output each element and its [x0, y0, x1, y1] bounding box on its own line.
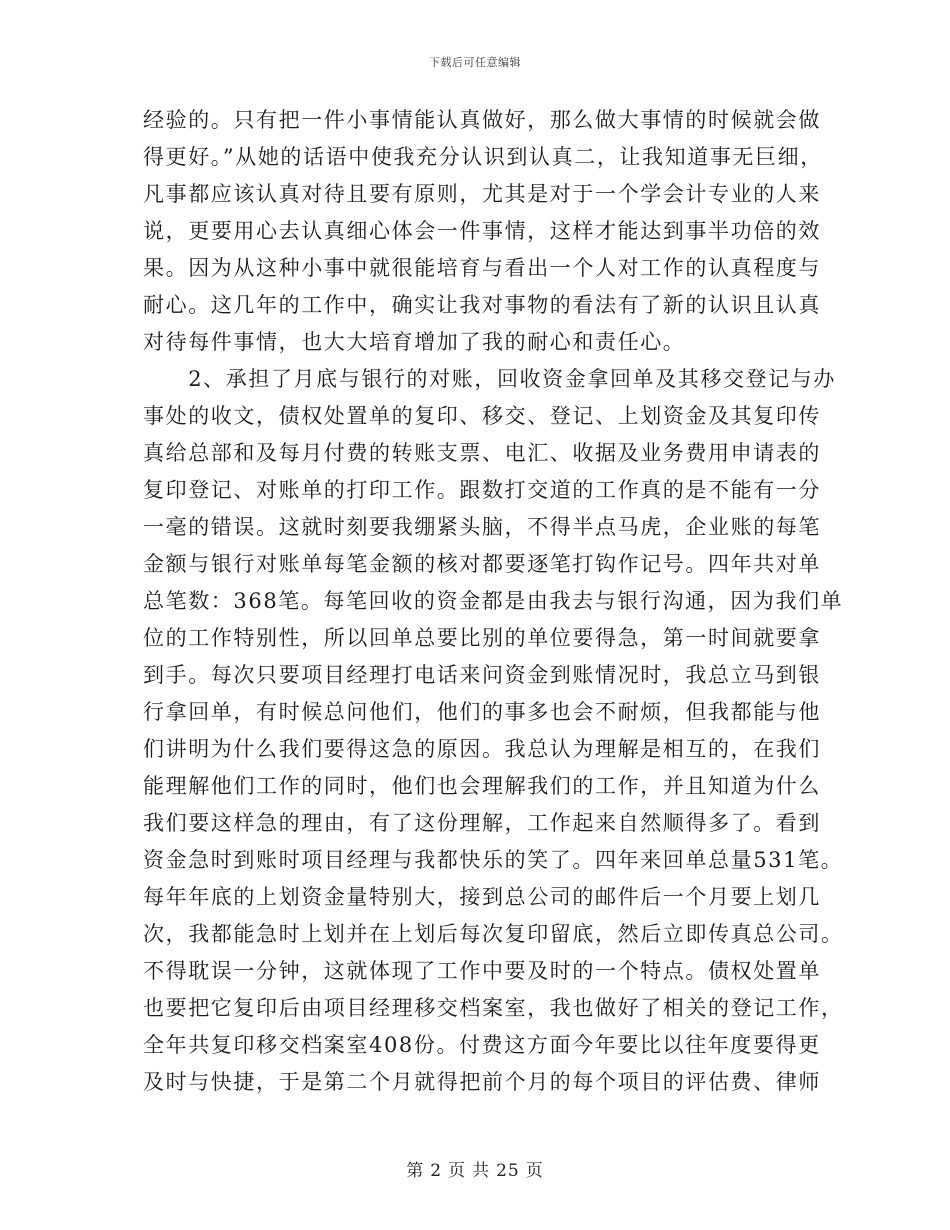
document-body — [143, 102, 844, 1101]
page-label-suffix: 页 — [525, 1161, 544, 1181]
text-line: 行拿回单，有时候总问他们，他们的事多也会不耐烦，但我都能与他 — [143, 700, 821, 724]
text-line: 凡事都应该认真对待且要有原则，尤其是对于一个学会计专业的人来 — [143, 182, 821, 206]
text-line: 们讲明为什么我们要得这急的原因。我总认为理解是相互的，在我们 — [143, 737, 821, 761]
text-line: 复印登记、对账单的打印工作。跟数打交道的工作真的是不能有一分 — [143, 478, 821, 502]
text-line: 次，我都能急时上划并在上划后每次复印留底，然后立即传真总公司。 — [143, 922, 844, 946]
page-footer — [0, 1156, 950, 1181]
text-line: 得更好。”从她的话语中使我充分认识到认真二，让我知道事无巨细， — [143, 145, 823, 169]
text-line: 我们要这样急的理由，有了这份理解，工作起来自然顺得多了。看到 — [143, 811, 821, 835]
text-line: 2、承担了月底与银行的对账，回收资金拿回单及其移交登记与办 — [143, 367, 836, 391]
total-pages-number: 25 — [496, 1161, 520, 1181]
text-line: 果。因为从这种小事中就很能培育与看出一个人对工作的认真程度与 — [143, 256, 821, 280]
text-line: 经验的。只有把一件小事情能认真做好，那么做大事情的时候就会做 — [143, 108, 821, 132]
text-line: 资金急时到账时项目经理与我都快乐的笑了。四年来回单总量531笔。 — [143, 848, 844, 872]
text-line: 耐心。这几年的工作中，确实让我对事物的看法有了新的认识且认真 — [143, 293, 821, 317]
text-line: 事处的收文，债权处置单的复印、移交、登记、上划资金及其复印传 — [143, 404, 821, 428]
text-line: 一毫的错误。这就时刻要我绷紧头脑，不得半点马虎，企业账的每笔 — [143, 515, 821, 539]
page-label-prefix: 第 — [406, 1161, 425, 1181]
text-line: 也要把它复印后由项目经理移交档案室，我也做好了相关的登记工作， — [143, 996, 844, 1020]
paragraph-1 — [143, 102, 823, 361]
total-label: 共 — [472, 1161, 491, 1181]
page-header: 下载后可任意编辑 — [429, 56, 521, 69]
text-line: 全年共复印移交档案室408份。付费这方面今年要比以往年度要得更 — [143, 1033, 821, 1057]
page-label-mid: 页 — [448, 1161, 467, 1181]
text-line: 位的工作特别性，所以回单总要比别的单位要得急，第一时间就要拿 — [143, 626, 821, 650]
text-line: 总笔数：368笔。每笔回收的资金都是由我去与银行沟通，因为我们单 — [143, 589, 844, 613]
text-line: 说，更要用心去认真细心体会一件事情，这样才能达到事半功倍的效 — [143, 219, 821, 243]
text-line: 到手。每次只要项目经理打电话来问资金到账情况时，我总立马到银 — [143, 663, 821, 687]
text-line: 对待每件事情，也大大培育增加了我的耐心和责任心。 — [143, 330, 686, 354]
text-line: 不得耽误一分钟，这就体现了工作中要及时的一个特点。债权处置单 — [143, 959, 821, 983]
paragraph-2 — [143, 361, 844, 1101]
text-line: 真给总部和及每月付费的转账支票、电汇、收据及业务费用申请表的 — [143, 441, 821, 465]
text-line: 及时与快捷，于是第二个月就得把前个月的每个项目的评估费、律师 — [143, 1070, 821, 1094]
text-line: 金额与银行对账单每笔金额的核对都要逐笔打钩作记号。四年共对单 — [143, 552, 821, 576]
current-page-number: 2 — [430, 1161, 443, 1181]
text-line: 每年年底的上划资金量特别大，接到总公司的邮件后一个月要上划几 — [143, 885, 821, 909]
text-line: 能理解他们工作的同时，他们也会理解我们的工作，并且知道为什么 — [143, 774, 821, 798]
